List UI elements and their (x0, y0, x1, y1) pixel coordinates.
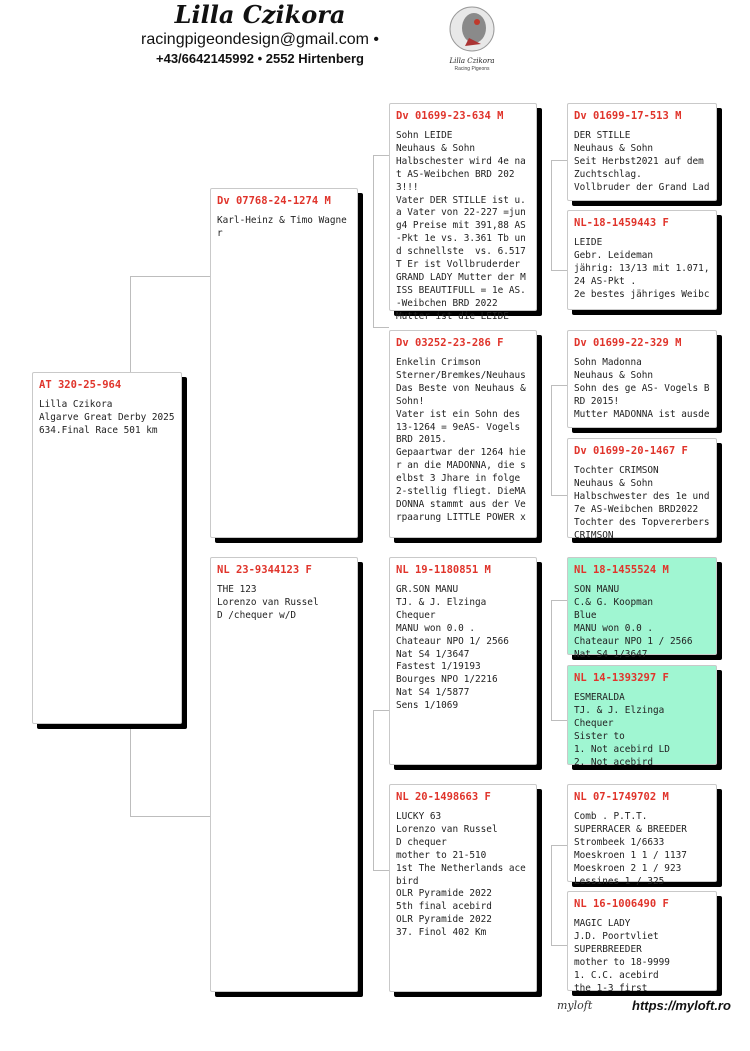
dds-card[interactable] (567, 784, 717, 887)
ring-number: Dv 01699-20-1467 F (574, 445, 688, 457)
pigeon-info: GR.SON MANU TJ. & J. Elzinga Chequer MANU won 0.0 . Chateaur NPO 1/ 2566 Nat S4 1/3647 Fastest 1/19193 Bourges NPO 1/2216 Nat S4 1/5877 Sens 1/1069 (396, 584, 509, 712)
sdd-card[interactable] (567, 438, 717, 541)
connector-line (373, 327, 389, 328)
ring-number: NL 19-1180851 M (396, 564, 491, 576)
connector-line (373, 710, 389, 711)
dam-sire-card[interactable] (389, 557, 537, 765)
ring-number: NL 18-1455524 M (574, 564, 669, 576)
connector-line (551, 270, 567, 271)
ring-number: Dv 01699-17-513 M (574, 110, 682, 122)
connector-line (551, 945, 567, 946)
pigeon-info: DER STILLE Neuhaus & Sohn Seit Herbst2021 auf dem Zuchtschlag. Vollbruder der Grand Lad (574, 130, 710, 193)
ring-number: NL 07-1749702 M (574, 791, 669, 803)
ring-number: NL 23-9344123 F (217, 564, 312, 576)
subject-pigeon-card[interactable] (32, 372, 182, 724)
connector-line (373, 870, 389, 871)
connector-line (551, 160, 552, 270)
ring-number: Dv 03252-23-286 F (396, 337, 504, 349)
connector-line (373, 710, 374, 870)
pigeon-info: Enkelin Crimson Sterner/Bremkes/Neuhaus Das Beste von Neuhaus & Sohn! Vater ist ein Sohn des 13-1264 = 9eAS- Vogels BRD 2015. Gepaartwar der 1264 hier an die MADONNA, die selbst 3 Jhare in folge 2-stellig fliegt. DieMADONNA stammt aus der Verpaarung LITTLE POWER x (396, 357, 526, 523)
ring-number: NL 20-1498663 F (396, 791, 491, 803)
ring-number: NL 16-1006490 F (574, 898, 669, 910)
logo-text: Lilla Czikora (449, 57, 495, 65)
logo-subtitle: Racing Pigeons (454, 66, 490, 72)
sire-sire-card[interactable] (389, 103, 537, 322)
sire-card[interactable] (210, 188, 358, 538)
breeder-email[interactable]: racingpigeondesign@gmail.com • (141, 31, 379, 48)
ring-number: NL 14-1393297 F (574, 672, 669, 684)
dsd-card[interactable] (567, 665, 717, 768)
dam-card[interactable] (210, 557, 358, 992)
sds-card[interactable] (567, 330, 717, 428)
pigeon-info: Karl-Heinz & Timo Wagner (217, 215, 347, 239)
pigeon-info: Sohn Madonna Neuhaus & Sohn Sohn des ge AS- Vogels BRD 2015! Mutter MADONNA ist ausde (574, 357, 710, 420)
connector-line (551, 385, 552, 495)
pigeon-info: THE 123 Lorenzo van Russel D /chequer w/D (217, 584, 319, 621)
pigeon-info: SON MANU C.& G. Koopman Blue MANU won 0.0 . Chateaur NPO 1 / 2566 Nat S4 1/3647 (574, 584, 693, 660)
breeder-name: Lilla Czikora (174, 0, 346, 29)
sss-card[interactable] (567, 103, 717, 201)
pigeon-info: LEIDE Gebr. Leideman jährig: 13/13 mit 1.071,24 AS-Pkt . 2e bestes jähriges Weibc (574, 237, 710, 300)
pigeon-info: LUCKY 63 Lorenzo van Russel D chequer mother to 21-510 1st The Netherlands acebird OLR Pyramide 2022 5th final acebird OLR Pyramide 2022 37. Finol 402 Km (396, 811, 526, 939)
pigeon-info: Sohn LEIDE Neuhaus & Sohn Halbschester wird 4e nat AS-Weibchen BRD 2023!!! Vater DER STILLE ist u.a Vater von 22-227 =jung4 Preise mit 391,88 AS-Pkt 1e vs. 3.361 Tb und schnellste vs. 6.517 T Er ist Vollbruderder GRAND LADY Mutter der MISS BEAUTIFULL = 1e AS.-Weibchen BRD 2022 Mutter ist die LEIDE (396, 130, 526, 322)
dam-dam-card[interactable] (389, 784, 537, 992)
pigeon-info: Lilla Czikora Algarve Great Derby 2025 634.Final Race 501 km (39, 399, 175, 436)
connector-line (551, 495, 567, 496)
connector-line (130, 816, 210, 817)
ring-number: Dv 07768-24-1274 M (217, 195, 331, 207)
ssd-card[interactable] (567, 210, 717, 310)
ddd-card[interactable] (567, 891, 717, 994)
pigeon-info: Comb . P.T.T. SUPERRACER & BREEDER Strombeek 1/6633 Moeskroen 1 1 / 1137 Moeskroen 2 1 / 923 Lessines 1 / 325 (574, 811, 687, 887)
connector-line (373, 155, 389, 156)
ring-number: NL-18-1459443 F (574, 217, 669, 229)
footer-url-link[interactable]: https://myloft.ro (632, 998, 731, 1013)
connector-line (551, 160, 567, 161)
ring-number: AT 320-25-964 (39, 379, 122, 391)
ring-number: Dv 01699-22-329 M (574, 337, 682, 349)
connector-line (551, 600, 552, 720)
connector-line (551, 385, 567, 386)
connector-line (551, 720, 567, 721)
connector-line (130, 276, 210, 277)
myloft-logo: myloft (557, 999, 593, 1012)
pigeon-info: ESMERALDA TJ. & J. Elzinga Chequer Sister to 1. Not acebird LD 2. Not acebird (574, 692, 670, 768)
sire-dam-card[interactable] (389, 330, 537, 538)
connector-line (373, 155, 374, 327)
ring-number: Dv 01699-23-634 M (396, 110, 504, 122)
dss-card[interactable] (567, 557, 717, 660)
connector-line (551, 845, 552, 945)
connector-line (551, 845, 567, 846)
pigeon-info: MAGIC LADY J.D. Poortvliet SUPERBREEDER mother to 18-9999 1. C.C. acebird the 1-3 first (574, 918, 670, 994)
breeder-contact: +43/6642145992 • 2552 Hirtenberg (156, 51, 364, 66)
pigeon-info: Tochter CRIMSON Neuhaus & Sohn Halbschwester des 1e und 7e AS-Weibchen BRD2022 Tochter des Topvererbers CRIMSON (574, 465, 710, 541)
connector-line (551, 600, 567, 601)
